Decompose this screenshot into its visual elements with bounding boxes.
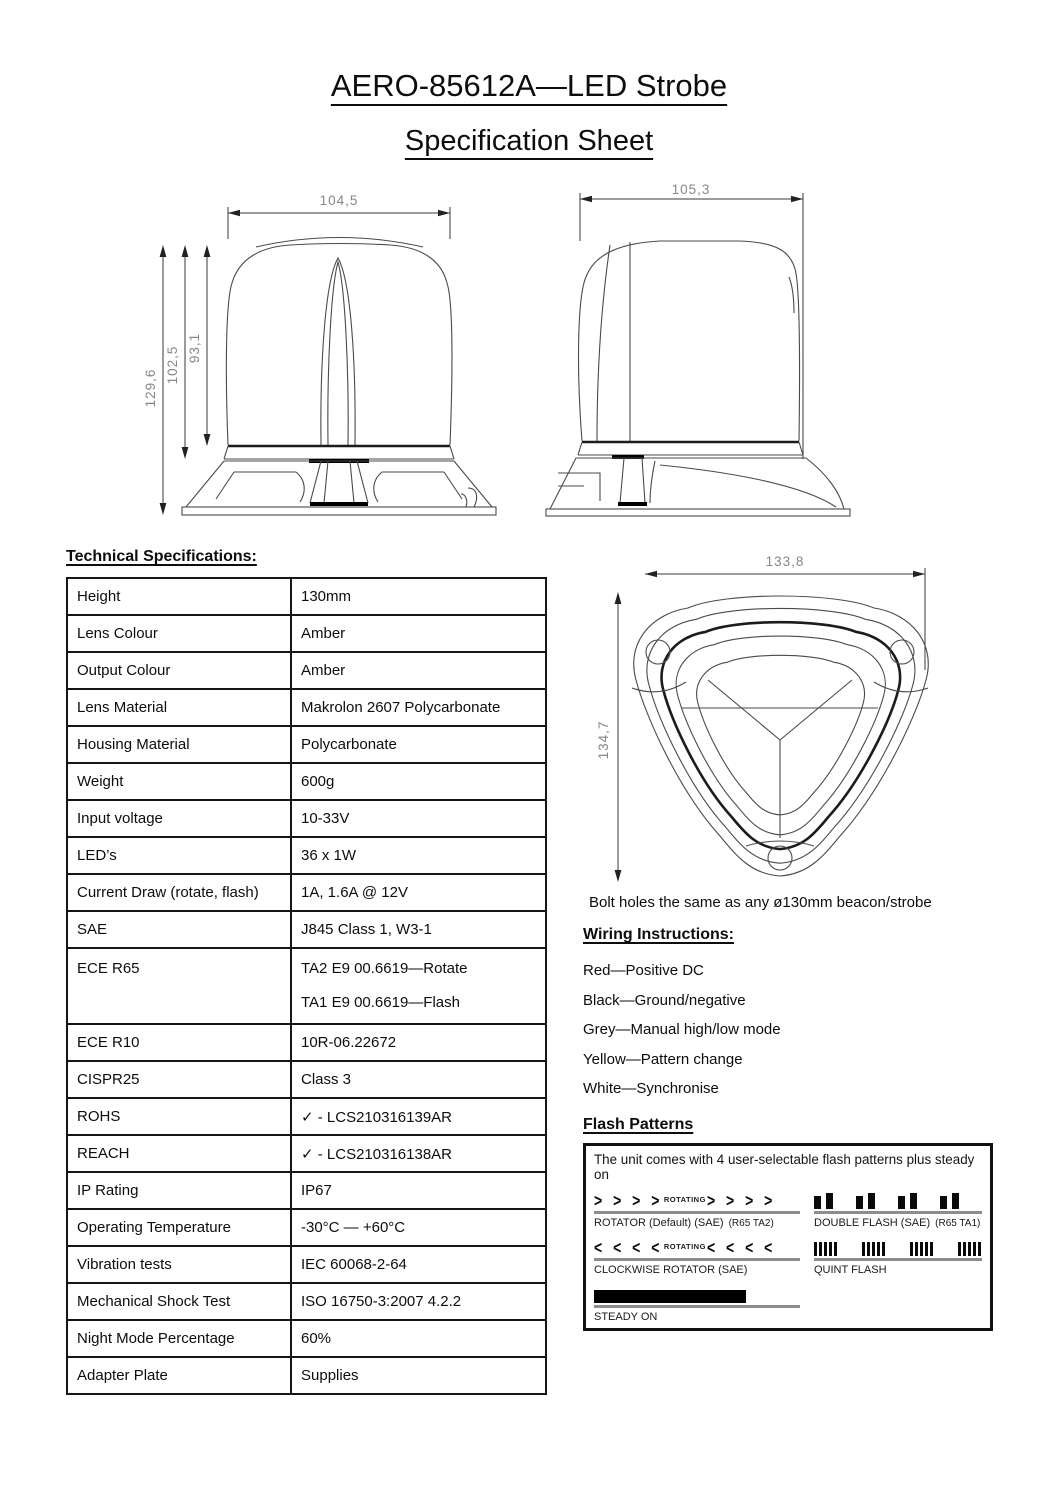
table-row: [67, 1024, 546, 1061]
pattern-suffix: (R65 TA1): [935, 1218, 981, 1229]
spec-label: Mechanical Shock Test: [67, 1283, 291, 1320]
spec-label: Night Mode Percentage: [67, 1320, 291, 1357]
spec-value: 1A, 1.6A @ 12V: [291, 874, 546, 911]
table-row: [67, 948, 546, 1024]
wiring-lines: [583, 956, 781, 1104]
flash-heading: Flash Patterns: [583, 1116, 694, 1133]
flash-bar-group: [814, 1193, 833, 1209]
dim-front-lens-height: 93,1: [187, 332, 202, 364]
chevron-right-icon: > > > >: [706, 1190, 776, 1211]
empty-cell: [814, 1287, 982, 1323]
spec-value: [291, 948, 546, 1024]
clockwise-chevrons-graphic: [594, 1237, 800, 1261]
spec-value: ✓ - LCS210316139AR: [291, 1098, 546, 1135]
spec-label: Output Colour: [67, 652, 291, 689]
flash-patterns-box: [583, 1143, 993, 1331]
pattern-name: CLOCKWISE ROTATOR (SAE): [594, 1264, 748, 1276]
spec-value: 130mm: [291, 578, 546, 615]
table-row: [67, 615, 546, 652]
flash-bar-group: [940, 1193, 959, 1209]
specs-table: [66, 577, 547, 1395]
spec-value: 10R-06.22672: [291, 1024, 546, 1061]
table-row: [67, 689, 546, 726]
spec-label: Height: [67, 578, 291, 615]
spec-value: ✓ - LCS210316138AR: [291, 1135, 546, 1172]
table-row: [67, 1209, 546, 1246]
wiring-line-red: Red—Positive DC: [583, 962, 704, 979]
page-title: AERO-85612A—LED Strobe: [330, 68, 728, 103]
spec-value-line2: TA1 E9 00.6619—Flash: [301, 994, 460, 1011]
table-row: [67, 1283, 546, 1320]
side-view-drawing: [538, 183, 858, 545]
pattern-label: [594, 1217, 800, 1229]
spec-label: Weight: [67, 763, 291, 800]
table-row: [67, 1357, 546, 1394]
steady-bar: [594, 1290, 746, 1303]
spec-value: Polycarbonate: [291, 726, 546, 763]
chevron-left-icon: < < < <: [594, 1237, 663, 1258]
dim-front-body-height: 102,5: [165, 345, 180, 385]
flash-bar-group: [862, 1242, 885, 1256]
pattern-label: [814, 1264, 982, 1276]
table-row: [67, 874, 546, 911]
spec-value: Class 3: [291, 1061, 546, 1098]
pattern-quint-flash: [814, 1240, 982, 1276]
pattern-name: QUINT FLASH: [814, 1264, 887, 1276]
spec-label: LED’s: [67, 837, 291, 874]
spec-value: 36 x 1W: [291, 837, 546, 874]
spec-value: Amber: [291, 615, 546, 652]
table-row: [67, 1061, 546, 1098]
chevron-left-icon: < < < <: [706, 1237, 776, 1258]
dim-top-width: 133,8: [765, 554, 805, 569]
spec-label: CISPR25: [67, 1061, 291, 1098]
flash-bar-group: [814, 1242, 837, 1256]
table-row: [67, 652, 546, 689]
spec-value: J845 Class 1, W3-1: [291, 911, 546, 948]
wiring-heading: Wiring Instructions:: [583, 926, 734, 943]
flash-bar-group: [856, 1193, 875, 1209]
spec-value: 600g: [291, 763, 546, 800]
pattern-label: [594, 1264, 800, 1276]
pattern-label: [814, 1217, 982, 1229]
quint-flash-bars-graphic: [814, 1240, 982, 1261]
spec-value: Makrolon 2607 Polycarbonate: [291, 689, 546, 726]
title-block: [0, 68, 1058, 158]
spec-label: SAE: [67, 911, 291, 948]
table-row: [67, 800, 546, 837]
double-flash-bars-graphic: [814, 1193, 982, 1214]
spec-value: IEC 60068-2-64: [291, 1246, 546, 1283]
flash-bar-group: [898, 1193, 917, 1209]
pattern-clockwise-rotator: [594, 1237, 800, 1276]
wiring-line-grey: Grey—Manual high/low mode: [583, 1021, 781, 1038]
pattern-name: DOUBLE FLASH (SAE): [814, 1217, 931, 1229]
table-row: [67, 1246, 546, 1283]
spec-label: Operating Temperature: [67, 1209, 291, 1246]
spec-label: Housing Material: [67, 726, 291, 763]
spec-value-line1: TA2 E9 00.6619—Rotate: [301, 960, 468, 977]
front-view-drawing: [128, 183, 513, 545]
spec-label: ECE R65: [67, 948, 291, 1024]
table-row: [67, 1320, 546, 1357]
spec-label: Lens Material: [67, 689, 291, 726]
spec-label: IP Rating: [67, 1172, 291, 1209]
spec-value: -30°C — +60°C: [291, 1209, 546, 1246]
flash-bar-group: [958, 1242, 981, 1256]
pattern-rotator: [594, 1190, 800, 1229]
wiring-line-white: White—Synchronise: [583, 1080, 719, 1097]
top-view-drawing: [572, 548, 1017, 900]
dim-front-width: 104,5: [319, 193, 359, 208]
pattern-name: ROTATOR (Default) (SAE): [594, 1217, 724, 1229]
table-row: [67, 837, 546, 874]
spec-label: REACH: [67, 1135, 291, 1172]
spec-label: ROHS: [67, 1098, 291, 1135]
rotating-label: ROTATING: [663, 1195, 706, 1204]
table-row: [67, 1172, 546, 1209]
flash-bar-group: [910, 1242, 933, 1256]
wiring-section: [583, 926, 781, 1104]
pattern-suffix: (R65 TA2): [728, 1218, 774, 1229]
flash-intro: The unit comes with 4 user-selectable flash patterns plus steady on: [594, 1152, 975, 1182]
flash-patterns-section: [583, 1116, 993, 1331]
wiring-line-black: Black—Ground/negative: [583, 991, 746, 1009]
flash-patterns-grid: [594, 1190, 982, 1323]
pattern-steady-on: [594, 1287, 800, 1323]
bolt-note: Bolt holes the same as any ø130mm beacon/strobe: [589, 894, 932, 911]
spec-label: Lens Colour: [67, 615, 291, 652]
rotating-label: ROTATING: [663, 1242, 706, 1251]
chevron-right-icon: > > > >: [594, 1190, 663, 1211]
table-row: [67, 726, 546, 763]
spec-value: 10-33V: [291, 800, 546, 837]
spec-value: Supplies: [291, 1357, 546, 1394]
spec-label: Adapter Plate: [67, 1357, 291, 1394]
spec-value: 60%: [291, 1320, 546, 1357]
dim-top-height: 134,7: [596, 720, 611, 760]
spec-value: IP67: [291, 1172, 546, 1209]
dim-front-total-height: 129,6: [143, 368, 158, 408]
table-row: [67, 911, 546, 948]
spec-label: ECE R10: [67, 1024, 291, 1061]
spec-value: ISO 16750-3:2007 4.2.2: [291, 1283, 546, 1320]
table-row: [67, 578, 546, 615]
steady-on-bar-graphic: [594, 1287, 800, 1308]
pattern-label: [594, 1311, 800, 1323]
dim-side-width: 105,3: [671, 183, 711, 197]
page-subtitle: Specification Sheet: [404, 125, 654, 157]
spec-label: Current Draw (rotate, flash): [67, 874, 291, 911]
rotator-chevrons-graphic: [594, 1190, 800, 1214]
spec-label: Input voltage: [67, 800, 291, 837]
technical-specs-section: [66, 548, 548, 1395]
spec-value: Amber: [291, 652, 546, 689]
specs-heading: Technical Specifications:: [66, 548, 257, 565]
pattern-double-flash: [814, 1193, 982, 1229]
wiring-line-yellow: Yellow—Pattern change: [583, 1050, 743, 1068]
pattern-name: STEADY ON: [594, 1311, 658, 1323]
spec-label: Vibration tests: [67, 1246, 291, 1283]
table-row: [67, 1135, 546, 1172]
table-row: [67, 763, 546, 800]
table-row: [67, 1098, 546, 1135]
